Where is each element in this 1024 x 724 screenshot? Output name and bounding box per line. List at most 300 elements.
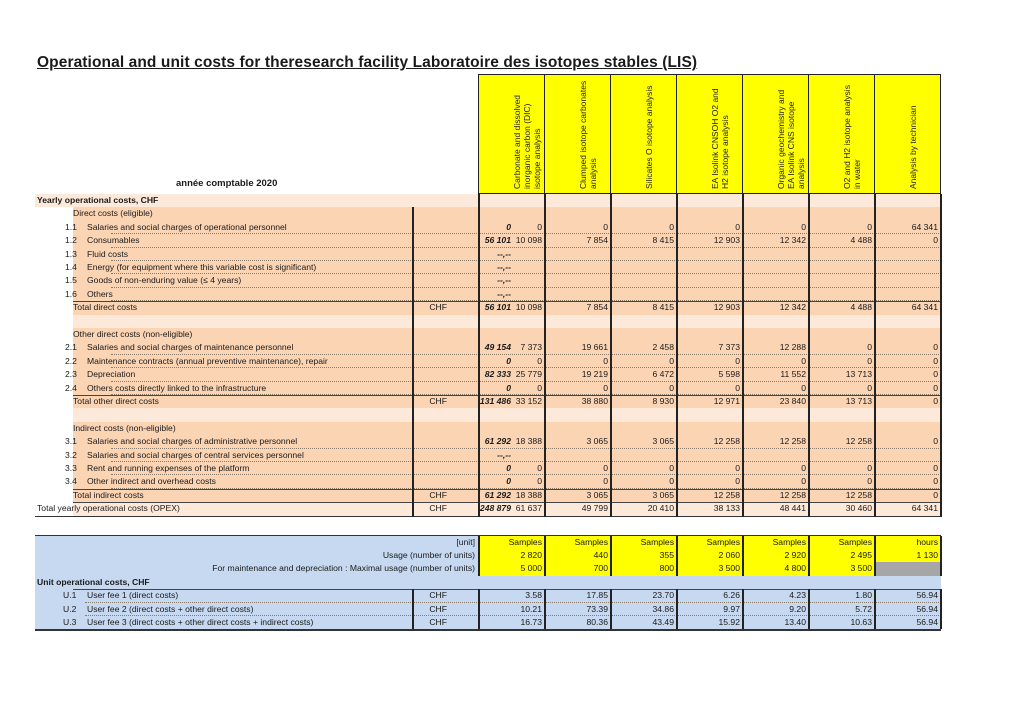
cell-value: Samples	[640, 536, 674, 547]
cell-value: 0	[735, 382, 740, 393]
column-header	[874, 74, 941, 194]
row-label: Energy (for equipment where this variable cost is significant)	[87, 262, 317, 272]
fiscal-year-label: année comptable 2020	[176, 178, 278, 189]
row-label: Maintenance contracts (annual preventive maintenance), repair	[87, 355, 328, 366]
column-header-label: Analysis by technician	[907, 105, 918, 189]
column-divider	[742, 194, 744, 517]
total-row	[35, 489, 941, 502]
row-total: --,--	[497, 449, 511, 460]
cost-row	[35, 449, 941, 462]
cell-value: 0	[603, 476, 608, 487]
cell-value: 9.97	[723, 603, 740, 614]
cell-value: 0	[867, 355, 872, 366]
row-total: 56 101	[484, 302, 511, 313]
cell-value: 25 779	[515, 369, 542, 380]
cost-row	[35, 435, 941, 448]
cell-value	[544, 274, 610, 287]
column-divider	[544, 194, 546, 517]
row-number: 1.3	[65, 248, 77, 259]
cell-value: 0	[537, 463, 542, 473]
row-background	[73, 328, 941, 341]
column-divider	[808, 536, 810, 576]
row-number: 1.6	[65, 288, 77, 299]
cell-value: 13.40	[784, 617, 806, 627]
cell-value: 56.94	[916, 590, 938, 601]
cell-value: 30 460	[845, 503, 872, 514]
row-number: 1.1	[65, 221, 77, 232]
cell-value: 0	[801, 382, 806, 393]
row-label: Total direct costs	[73, 302, 137, 313]
row-label: [unit]	[456, 536, 475, 547]
row-number: U.1	[63, 590, 77, 601]
row-background	[73, 315, 941, 328]
cost-row	[35, 341, 941, 354]
cost-row	[35, 368, 941, 381]
column-divider	[544, 536, 546, 576]
column-header	[544, 74, 611, 194]
cell-value: 0	[537, 221, 542, 232]
cell-value	[742, 288, 808, 301]
cell-value: 9.20	[789, 603, 806, 614]
row-number: 1.4	[65, 262, 77, 272]
cell-value	[808, 248, 874, 261]
cell-value: 8 415	[652, 302, 674, 313]
cell-value: 3 065	[586, 436, 608, 447]
cost-row	[35, 248, 941, 261]
cell-value: 12 258	[779, 436, 806, 447]
block-heading	[35, 422, 941, 435]
cost-row	[35, 288, 941, 301]
cell-value: 5.72	[855, 603, 872, 614]
cell-value: 56.94	[916, 617, 938, 627]
cell-value: 0	[537, 476, 542, 487]
cell-value: 6 472	[652, 369, 674, 380]
total-row	[35, 395, 941, 408]
cell-value: 0	[603, 463, 608, 473]
cell-value: 2 458	[652, 342, 674, 353]
cell-value: 0	[933, 476, 938, 487]
table-bottom-border	[35, 516, 941, 518]
column-header-label: O2 and H2 isotope analysis in water	[841, 85, 862, 189]
cell-value: 20 410	[647, 503, 674, 514]
cell-value: 49 799	[581, 503, 608, 514]
cell-value: Samples	[508, 536, 542, 547]
cell-value	[874, 449, 940, 462]
spacer-row	[35, 408, 941, 421]
cell-value: 12 258	[845, 489, 872, 500]
column-header	[478, 74, 545, 194]
cell-value	[874, 261, 940, 274]
row-label: Salaries and social charges of central services personnel	[87, 449, 304, 460]
cell-value: 700	[593, 563, 608, 574]
row-label: Other indirect and overhead costs	[87, 476, 216, 487]
column-divider	[412, 207, 414, 516]
row-total: --,--	[497, 288, 511, 299]
row-total: 61 292	[484, 489, 511, 500]
cell-value: 8 415	[652, 235, 674, 246]
usage-row	[35, 549, 941, 562]
cell-value: 64 341	[911, 221, 938, 232]
cell-value	[742, 261, 808, 274]
row-total: --,--	[497, 262, 511, 272]
cell-value: 0	[801, 355, 806, 366]
row-top-border	[73, 395, 941, 396]
section-title-yearly	[35, 194, 941, 207]
unit-row	[35, 536, 941, 549]
cell-value: 2 820	[520, 550, 542, 560]
cell-value: 1 130	[916, 550, 938, 560]
cell-value	[742, 449, 808, 462]
cell-value	[742, 248, 808, 261]
cell-value: 12 288	[779, 342, 806, 353]
column-divider	[610, 536, 612, 576]
cell-value	[874, 274, 940, 287]
column-divider	[676, 194, 678, 517]
cell-value: 3.58	[525, 590, 542, 601]
row-number: 3.3	[65, 463, 77, 473]
cell-value: 64 341	[911, 302, 938, 313]
unit-label: CHF	[429, 617, 447, 627]
row-top-border	[73, 301, 941, 302]
column-divider	[412, 589, 414, 629]
cell-value	[676, 261, 742, 274]
cell-value: 5 598	[718, 369, 740, 380]
unit-bottom-border	[35, 629, 941, 631]
cost-row	[35, 382, 941, 395]
row-number: 1.2	[65, 235, 77, 246]
cell-value	[808, 449, 874, 462]
row-label: Fluid costs	[87, 248, 129, 259]
cell-value: 0	[735, 476, 740, 487]
unit-label: CHF	[429, 396, 447, 406]
row-label: Others	[87, 288, 113, 299]
row-background	[73, 408, 941, 421]
cell-value: 4 488	[850, 235, 872, 246]
row-number: 3.1	[65, 436, 77, 447]
row-number: 3.4	[65, 476, 77, 487]
page-title: Operational and unit costs for theresearch facility Laboratoire des isotopes stables (LIS)	[37, 54, 698, 71]
unit-label: CHF	[429, 603, 447, 614]
cell-value: 6.26	[723, 590, 740, 601]
row-label: Goods of non-enduring value (≤ 4 years)	[87, 275, 242, 286]
cost-row	[35, 462, 941, 475]
cell-value: 4.23	[789, 590, 806, 601]
cell-value	[676, 288, 742, 301]
cell-value: Samples	[706, 536, 740, 547]
cell-value: 0	[801, 476, 806, 487]
row-total: 248 879	[479, 503, 511, 514]
row-total: 82 333	[484, 369, 511, 380]
row-label: User fee 2 (direct costs + other direct costs)	[87, 603, 254, 614]
cell-value: 3 500	[850, 563, 872, 574]
cell-value	[478, 248, 544, 261]
cell-value: 19 219	[581, 369, 608, 380]
cell-value: 80.36	[586, 617, 608, 627]
unit-fee-row	[35, 603, 941, 616]
block-heading	[35, 328, 941, 341]
cell-value: 0	[603, 221, 608, 232]
cell-value: 0	[867, 476, 872, 487]
cell-value	[874, 562, 940, 575]
column-header-label: Silicates O isotope analysis	[643, 85, 654, 189]
cost-row	[35, 221, 941, 234]
column-divider	[874, 194, 876, 517]
row-total: 0	[506, 463, 511, 473]
column-header-label: EA Isolink CNSOH O2 and H2 isotope analysis	[709, 88, 730, 189]
cell-value: 23.70	[652, 590, 674, 601]
spacer-row	[35, 315, 941, 328]
cell-value: 0	[735, 221, 740, 232]
column-divider	[874, 536, 876, 576]
section-title-unit-costs	[35, 576, 941, 589]
cell-value: 0	[867, 342, 872, 353]
cell-value: 13 713	[845, 369, 872, 380]
cell-value: 0	[933, 342, 938, 353]
cell-value: 2 060	[718, 550, 740, 560]
cell-value: 10.21	[520, 603, 542, 614]
column-divider	[808, 589, 810, 629]
cell-value: 0	[867, 382, 872, 393]
unit-fee-row	[35, 616, 941, 629]
cell-value: 64 341	[911, 503, 938, 514]
column-header-label: Clumped isotope carbonates analysis	[577, 80, 598, 189]
column-divider	[808, 194, 810, 517]
row-total: 56 101	[484, 235, 511, 246]
cell-value: 56.94	[916, 603, 938, 614]
cell-value: 12 258	[713, 436, 740, 447]
column-divider	[676, 536, 678, 576]
unit-label: CHF	[429, 590, 447, 601]
cell-value: Samples	[772, 536, 806, 547]
cell-value: 73.39	[586, 603, 608, 614]
row-label: Depreciation	[87, 369, 136, 380]
cell-value: 12 258	[713, 489, 740, 500]
row-background	[35, 194, 941, 207]
unit-label: CHF	[429, 302, 447, 313]
total-row	[35, 301, 941, 314]
cell-value: 10 098	[515, 235, 542, 246]
cell-value: 17.85	[586, 590, 608, 601]
cell-value: 7 854	[586, 302, 608, 313]
column-divider	[610, 589, 612, 629]
cell-value: 12 342	[779, 302, 806, 313]
cell-value: 12 258	[779, 489, 806, 500]
cell-value: 0	[801, 221, 806, 232]
column-divider	[874, 589, 876, 629]
block-heading	[35, 207, 941, 220]
cell-value: 8 930	[652, 396, 674, 406]
row-label: Yearly operational costs, CHF	[37, 195, 159, 205]
cell-value: 0	[933, 489, 938, 500]
column-divider	[478, 194, 480, 517]
cell-value: 18 388	[515, 436, 542, 447]
cell-value	[544, 261, 610, 274]
row-label: Usage (number of units)	[382, 550, 475, 560]
row-number: 2.3	[65, 369, 77, 380]
cell-value: 12 258	[845, 436, 872, 447]
cell-value	[676, 248, 742, 261]
row-label: User fee 1 (direct costs)	[87, 590, 179, 601]
cell-value: 5 000	[520, 563, 542, 574]
column-header	[808, 74, 875, 194]
cell-value	[610, 288, 676, 301]
cell-value: 4 800	[784, 563, 806, 574]
cell-value: 33 152	[515, 396, 542, 406]
column-divider	[610, 194, 612, 517]
row-total: 0	[506, 221, 511, 232]
cell-value: 43.49	[652, 617, 674, 627]
cell-value: 3 065	[652, 436, 674, 447]
cell-value: 0	[735, 355, 740, 366]
cell-value: 0	[933, 369, 938, 380]
cell-value: 0	[867, 221, 872, 232]
cell-value: 0	[933, 463, 938, 473]
row-label: For maintenance and depreciation : Maximal usage (number of units)	[212, 563, 475, 574]
row-label: Others costs directly linked to the infrastructure	[87, 382, 267, 393]
cell-value: 3 065	[652, 489, 674, 500]
cell-value: 0	[603, 382, 608, 393]
row-label: Other direct costs (non-eligible)	[73, 329, 193, 339]
row-label: Salaries and social charges of administrative personnel	[87, 436, 298, 447]
cell-value	[742, 274, 808, 287]
cost-row	[35, 274, 941, 287]
cell-value: 38 880	[581, 396, 608, 406]
cell-value: 12 903	[713, 302, 740, 313]
cell-value	[676, 449, 742, 462]
max-usage-row	[35, 562, 941, 575]
cell-value: 10.63	[850, 617, 872, 627]
cell-value: 12 903	[713, 235, 740, 246]
cell-value: 0	[537, 382, 542, 393]
cell-value: 0	[669, 221, 674, 232]
row-number: 2.2	[65, 355, 77, 366]
row-label: Total other direct costs	[73, 396, 159, 406]
column-header-label: Carbonate and dissolved inorganic carbon (DIC) isotope analysis	[511, 94, 542, 189]
cell-value: 0	[669, 382, 674, 393]
cell-value	[808, 288, 874, 301]
cell-value: hours	[916, 536, 938, 547]
cell-value: 0	[867, 463, 872, 473]
column-divider	[940, 589, 942, 629]
cell-value: 2 495	[850, 550, 872, 560]
column-header	[676, 74, 743, 194]
cell-value: 16.73	[520, 617, 542, 627]
row-label: Indirect costs (non-eligible)	[73, 422, 176, 433]
column-divider	[940, 536, 942, 576]
column-divider	[478, 589, 480, 629]
cell-value	[610, 261, 676, 274]
row-label: Unit operational costs, CHF	[37, 576, 150, 587]
cell-value: 7 854	[586, 235, 608, 246]
cell-value: 23 840	[779, 396, 806, 406]
unit-fee-row	[35, 589, 941, 602]
cell-value: 0	[933, 382, 938, 393]
row-total: 0	[506, 382, 511, 393]
column-divider	[940, 194, 942, 517]
cell-value: 34.86	[652, 603, 674, 614]
row-label: Salaries and social charges of maintenance personnel	[87, 342, 294, 353]
cell-value: 19 661	[581, 342, 608, 353]
cell-value	[478, 274, 544, 287]
cell-value: 2 920	[784, 550, 806, 560]
cell-value	[874, 288, 940, 301]
column-header	[742, 74, 809, 194]
cell-value: 0	[801, 463, 806, 473]
row-number: U.3	[63, 617, 77, 627]
cell-value	[478, 261, 544, 274]
row-number: 3.2	[65, 449, 77, 460]
row-label: Consumables	[87, 235, 140, 246]
row-label: Total indirect costs	[73, 489, 144, 500]
cell-value: 0	[669, 476, 674, 487]
cell-value: 7 373	[520, 342, 542, 353]
row-total: 0	[506, 355, 511, 366]
row-label: Direct costs (eligible)	[73, 208, 153, 219]
cell-value	[676, 274, 742, 287]
cell-value	[478, 288, 544, 301]
cell-value: 18 388	[515, 489, 542, 500]
unit-label: CHF	[429, 503, 447, 514]
row-number: 1.5	[65, 275, 77, 286]
column-divider	[478, 536, 480, 576]
cell-value	[808, 261, 874, 274]
cell-value: 15.92	[718, 617, 740, 627]
cell-value	[808, 274, 874, 287]
row-label: Total yearly operational costs (OPEX)	[37, 503, 180, 514]
cost-row	[35, 261, 941, 274]
column-divider	[676, 589, 678, 629]
row-label: Rent and running expenses of the platform	[87, 463, 250, 473]
cell-value: 0	[933, 396, 938, 406]
cell-value	[610, 449, 676, 462]
cell-value: 48 441	[779, 503, 806, 514]
cell-value: 1.80	[855, 590, 872, 601]
opex-total-row	[35, 502, 941, 515]
cell-value: 3 500	[718, 563, 740, 574]
row-total: 0	[506, 476, 511, 487]
cell-value: 800	[659, 563, 674, 574]
row-label: Salaries and social charges of operational personnel	[87, 221, 287, 232]
row-top-border	[73, 489, 941, 490]
row-number: 2.4	[65, 382, 77, 393]
column-header	[610, 74, 677, 194]
row-total: --,--	[497, 248, 511, 259]
cell-value: 0	[603, 355, 608, 366]
cell-value: 12 342	[779, 235, 806, 246]
cell-value: 0	[933, 355, 938, 366]
cell-value: Samples	[838, 536, 872, 547]
cell-value: 0	[735, 463, 740, 473]
cost-row	[35, 475, 941, 488]
cell-value	[874, 248, 940, 261]
row-top-border	[73, 589, 941, 590]
cell-value: 0	[537, 355, 542, 366]
row-label: User fee 3 (direct costs + other direct costs + indirect costs)	[87, 617, 314, 627]
row-top-border	[73, 502, 941, 503]
row-total: --,--	[497, 275, 511, 286]
cell-value: 0	[669, 355, 674, 366]
cell-value	[478, 449, 544, 462]
cell-value: 38 133	[713, 503, 740, 514]
cell-value	[610, 274, 676, 287]
cell-value: 13 713	[845, 396, 872, 406]
cell-value: 11 552	[780, 369, 806, 380]
unit-label: CHF	[429, 489, 447, 500]
cell-value: 3 065	[586, 489, 608, 500]
row-total: 61 292	[484, 436, 511, 447]
cell-value: Samples	[574, 536, 608, 547]
cell-value: 355	[659, 550, 674, 560]
